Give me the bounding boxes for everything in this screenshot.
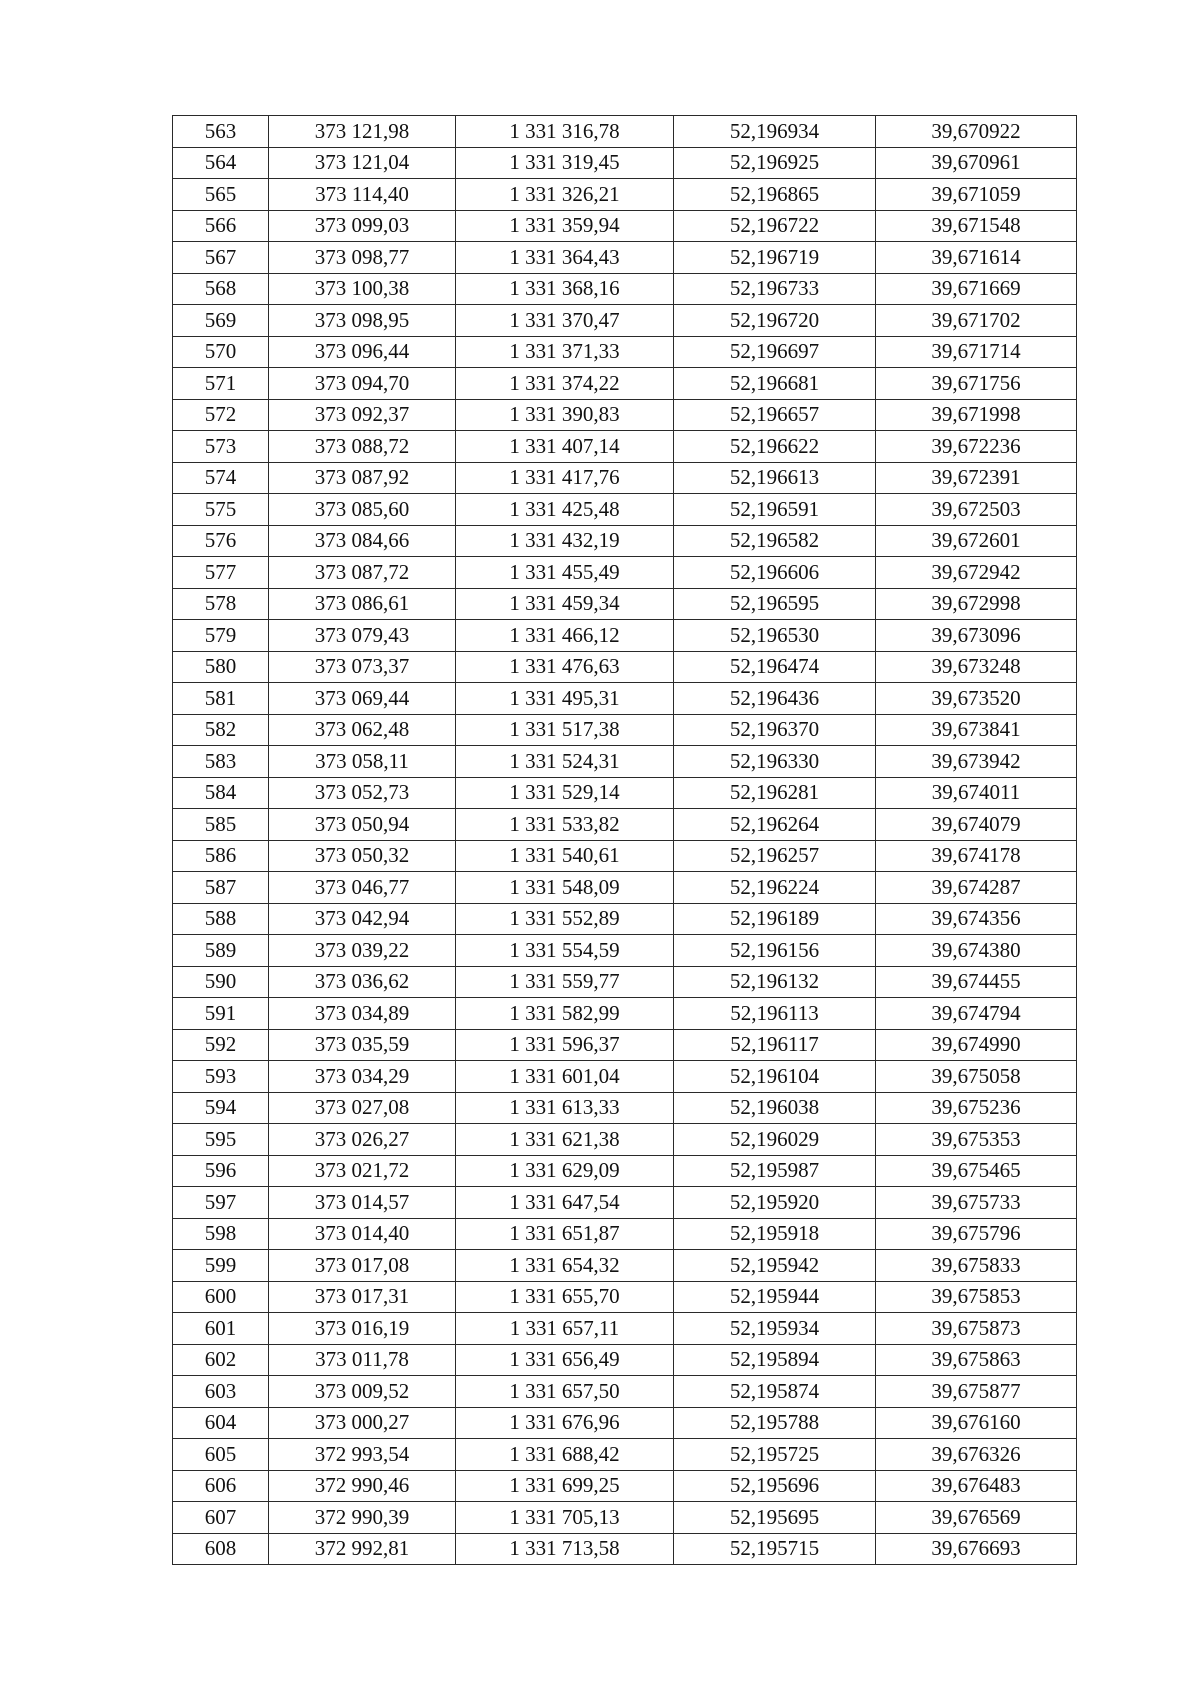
longitude-cell: 39,671998	[876, 399, 1077, 431]
longitude-cell: 39,672391	[876, 462, 1077, 494]
longitude-cell: 39,675873	[876, 1313, 1077, 1345]
y-coordinate-cell: 1 331 651,87	[456, 1218, 674, 1250]
table-row	[173, 1281, 1077, 1313]
latitude-cell: 52,196257	[674, 840, 876, 872]
y-coordinate-cell: 1 331 390,83	[456, 399, 674, 431]
point-number-cell: 604	[173, 1407, 269, 1439]
y-coordinate-cell: 1 331 559,77	[456, 966, 674, 998]
x-coordinate-cell: 373 050,32	[269, 840, 456, 872]
point-number-cell: 586	[173, 840, 269, 872]
x-coordinate-cell: 373 042,94	[269, 903, 456, 935]
y-coordinate-cell: 1 331 459,34	[456, 588, 674, 620]
point-number-cell: 601	[173, 1313, 269, 1345]
y-coordinate-cell: 1 331 533,82	[456, 809, 674, 841]
y-coordinate-cell: 1 331 596,37	[456, 1029, 674, 1061]
point-number-cell: 578	[173, 588, 269, 620]
longitude-cell: 39,672236	[876, 431, 1077, 463]
longitude-cell: 39,675796	[876, 1218, 1077, 1250]
point-number-cell: 585	[173, 809, 269, 841]
point-number-cell: 580	[173, 651, 269, 683]
latitude-cell: 52,196719	[674, 242, 876, 274]
longitude-cell: 39,674794	[876, 998, 1077, 1030]
latitude-cell: 52,196622	[674, 431, 876, 463]
point-number-cell: 592	[173, 1029, 269, 1061]
longitude-cell: 39,676160	[876, 1407, 1077, 1439]
longitude-cell: 39,674178	[876, 840, 1077, 872]
x-coordinate-cell: 373 114,40	[269, 179, 456, 211]
longitude-cell: 39,672942	[876, 557, 1077, 589]
x-coordinate-cell: 372 990,39	[269, 1502, 456, 1534]
longitude-cell: 39,670922	[876, 116, 1077, 148]
y-coordinate-cell: 1 331 656,49	[456, 1344, 674, 1376]
table-row	[173, 1250, 1077, 1282]
table-row	[173, 431, 1077, 463]
latitude-cell: 52,196722	[674, 210, 876, 242]
table-row	[173, 872, 1077, 904]
x-coordinate-cell: 373 087,92	[269, 462, 456, 494]
y-coordinate-cell: 1 331 657,50	[456, 1376, 674, 1408]
coordinates-table	[172, 115, 1077, 1565]
table-row	[173, 242, 1077, 274]
point-number-cell: 579	[173, 620, 269, 652]
table-row	[173, 1061, 1077, 1093]
table-row	[173, 1407, 1077, 1439]
latitude-cell: 52,196436	[674, 683, 876, 715]
y-coordinate-cell: 1 331 529,14	[456, 777, 674, 809]
latitude-cell: 52,196038	[674, 1092, 876, 1124]
y-coordinate-cell: 1 331 517,38	[456, 714, 674, 746]
longitude-cell: 39,671614	[876, 242, 1077, 274]
latitude-cell: 52,196865	[674, 179, 876, 211]
point-number-cell: 595	[173, 1124, 269, 1156]
table-row	[173, 714, 1077, 746]
latitude-cell: 52,195696	[674, 1470, 876, 1502]
point-number-cell: 572	[173, 399, 269, 431]
table-row	[173, 777, 1077, 809]
table-row	[173, 746, 1077, 778]
point-number-cell: 577	[173, 557, 269, 589]
x-coordinate-cell: 373 014,57	[269, 1187, 456, 1219]
y-coordinate-cell: 1 331 370,47	[456, 305, 674, 337]
latitude-cell: 52,196117	[674, 1029, 876, 1061]
point-number-cell: 599	[173, 1250, 269, 1282]
y-coordinate-cell: 1 331 548,09	[456, 872, 674, 904]
x-coordinate-cell: 373 121,04	[269, 147, 456, 179]
longitude-cell: 39,672998	[876, 588, 1077, 620]
table-row	[173, 588, 1077, 620]
latitude-cell: 52,196189	[674, 903, 876, 935]
table-row	[173, 1092, 1077, 1124]
x-coordinate-cell: 373 094,70	[269, 368, 456, 400]
x-coordinate-cell: 373 073,37	[269, 651, 456, 683]
latitude-cell: 52,195942	[674, 1250, 876, 1282]
point-number-cell: 588	[173, 903, 269, 935]
latitude-cell: 52,195920	[674, 1187, 876, 1219]
table-row	[173, 399, 1077, 431]
y-coordinate-cell: 1 331 364,43	[456, 242, 674, 274]
longitude-cell: 39,675353	[876, 1124, 1077, 1156]
x-coordinate-cell: 373 009,52	[269, 1376, 456, 1408]
latitude-cell: 52,195987	[674, 1155, 876, 1187]
point-number-cell: 566	[173, 210, 269, 242]
point-number-cell: 569	[173, 305, 269, 337]
table-row	[173, 809, 1077, 841]
table-row	[173, 210, 1077, 242]
x-coordinate-cell: 373 062,48	[269, 714, 456, 746]
latitude-cell: 52,196264	[674, 809, 876, 841]
table-row	[173, 1313, 1077, 1345]
table-row	[173, 305, 1077, 337]
latitude-cell: 52,195934	[674, 1313, 876, 1345]
x-coordinate-cell: 373 036,62	[269, 966, 456, 998]
y-coordinate-cell: 1 331 601,04	[456, 1061, 674, 1093]
y-coordinate-cell: 1 331 425,48	[456, 494, 674, 526]
y-coordinate-cell: 1 331 407,14	[456, 431, 674, 463]
point-number-cell: 602	[173, 1344, 269, 1376]
x-coordinate-cell: 373 034,89	[269, 998, 456, 1030]
x-coordinate-cell: 373 092,37	[269, 399, 456, 431]
longitude-cell: 39,675833	[876, 1250, 1077, 1282]
latitude-cell: 52,196591	[674, 494, 876, 526]
point-number-cell: 575	[173, 494, 269, 526]
latitude-cell: 52,195874	[674, 1376, 876, 1408]
latitude-cell: 52,196330	[674, 746, 876, 778]
coordinates-table-body	[173, 116, 1077, 1565]
x-coordinate-cell: 373 052,73	[269, 777, 456, 809]
latitude-cell: 52,196156	[674, 935, 876, 967]
table-row	[173, 273, 1077, 305]
table-row	[173, 1187, 1077, 1219]
point-number-cell: 565	[173, 179, 269, 211]
latitude-cell: 52,196029	[674, 1124, 876, 1156]
longitude-cell: 39,675465	[876, 1155, 1077, 1187]
x-coordinate-cell: 373 096,44	[269, 336, 456, 368]
y-coordinate-cell: 1 331 524,31	[456, 746, 674, 778]
y-coordinate-cell: 1 331 319,45	[456, 147, 674, 179]
x-coordinate-cell: 372 992,81	[269, 1533, 456, 1565]
point-number-cell: 597	[173, 1187, 269, 1219]
x-coordinate-cell: 373 017,08	[269, 1250, 456, 1282]
point-number-cell: 568	[173, 273, 269, 305]
y-coordinate-cell: 1 331 655,70	[456, 1281, 674, 1313]
x-coordinate-cell: 373 098,77	[269, 242, 456, 274]
latitude-cell: 52,196104	[674, 1061, 876, 1093]
table-row	[173, 998, 1077, 1030]
x-coordinate-cell: 373 026,27	[269, 1124, 456, 1156]
point-number-cell: 603	[173, 1376, 269, 1408]
longitude-cell: 39,670961	[876, 147, 1077, 179]
x-coordinate-cell: 373 098,95	[269, 305, 456, 337]
longitude-cell: 39,674287	[876, 872, 1077, 904]
table-row	[173, 1470, 1077, 1502]
longitude-cell: 39,673520	[876, 683, 1077, 715]
table-row	[173, 966, 1077, 998]
y-coordinate-cell: 1 331 432,19	[456, 525, 674, 557]
y-coordinate-cell: 1 331 713,58	[456, 1533, 674, 1565]
y-coordinate-cell: 1 331 582,99	[456, 998, 674, 1030]
x-coordinate-cell: 373 017,31	[269, 1281, 456, 1313]
latitude-cell: 52,196281	[674, 777, 876, 809]
point-number-cell: 567	[173, 242, 269, 274]
longitude-cell: 39,676693	[876, 1533, 1077, 1565]
x-coordinate-cell: 373 086,61	[269, 588, 456, 620]
latitude-cell: 52,196657	[674, 399, 876, 431]
x-coordinate-cell: 373 079,43	[269, 620, 456, 652]
point-number-cell: 564	[173, 147, 269, 179]
y-coordinate-cell: 1 331 540,61	[456, 840, 674, 872]
y-coordinate-cell: 1 331 705,13	[456, 1502, 674, 1534]
y-coordinate-cell: 1 331 621,38	[456, 1124, 674, 1156]
point-number-cell: 570	[173, 336, 269, 368]
x-coordinate-cell: 373 000,27	[269, 1407, 456, 1439]
table-row	[173, 1533, 1077, 1565]
x-coordinate-cell: 373 021,72	[269, 1155, 456, 1187]
latitude-cell: 52,196370	[674, 714, 876, 746]
longitude-cell: 39,675863	[876, 1344, 1077, 1376]
x-coordinate-cell: 373 016,19	[269, 1313, 456, 1345]
latitude-cell: 52,195695	[674, 1502, 876, 1534]
x-coordinate-cell: 373 011,78	[269, 1344, 456, 1376]
x-coordinate-cell: 373 100,38	[269, 273, 456, 305]
latitude-cell: 52,196224	[674, 872, 876, 904]
table-row	[173, 840, 1077, 872]
longitude-cell: 39,676569	[876, 1502, 1077, 1534]
latitude-cell: 52,196720	[674, 305, 876, 337]
x-coordinate-cell: 373 058,11	[269, 746, 456, 778]
y-coordinate-cell: 1 331 326,21	[456, 179, 674, 211]
y-coordinate-cell: 1 331 371,33	[456, 336, 674, 368]
point-number-cell: 594	[173, 1092, 269, 1124]
x-coordinate-cell: 373 035,59	[269, 1029, 456, 1061]
latitude-cell: 52,196595	[674, 588, 876, 620]
point-number-cell: 582	[173, 714, 269, 746]
latitude-cell: 52,195944	[674, 1281, 876, 1313]
point-number-cell: 587	[173, 872, 269, 904]
y-coordinate-cell: 1 331 647,54	[456, 1187, 674, 1219]
table-row	[173, 683, 1077, 715]
table-row	[173, 620, 1077, 652]
longitude-cell: 39,672601	[876, 525, 1077, 557]
y-coordinate-cell: 1 331 368,16	[456, 273, 674, 305]
point-number-cell: 605	[173, 1439, 269, 1471]
point-number-cell: 600	[173, 1281, 269, 1313]
point-number-cell: 563	[173, 116, 269, 148]
latitude-cell: 52,196113	[674, 998, 876, 1030]
point-number-cell: 593	[173, 1061, 269, 1093]
latitude-cell: 52,195715	[674, 1533, 876, 1565]
table-row	[173, 1218, 1077, 1250]
table-row	[173, 147, 1077, 179]
x-coordinate-cell: 373 099,03	[269, 210, 456, 242]
table-row	[173, 935, 1077, 967]
x-coordinate-cell: 373 069,44	[269, 683, 456, 715]
y-coordinate-cell: 1 331 699,25	[456, 1470, 674, 1502]
longitude-cell: 39,671059	[876, 179, 1077, 211]
table-row	[173, 557, 1077, 589]
longitude-cell: 39,671669	[876, 273, 1077, 305]
table-row	[173, 1344, 1077, 1376]
latitude-cell: 52,195894	[674, 1344, 876, 1376]
point-number-cell: 581	[173, 683, 269, 715]
x-coordinate-cell: 373 027,08	[269, 1092, 456, 1124]
x-coordinate-cell: 373 088,72	[269, 431, 456, 463]
latitude-cell: 52,196934	[674, 116, 876, 148]
y-coordinate-cell: 1 331 629,09	[456, 1155, 674, 1187]
latitude-cell: 52,196132	[674, 966, 876, 998]
y-coordinate-cell: 1 331 613,33	[456, 1092, 674, 1124]
x-coordinate-cell: 373 121,98	[269, 116, 456, 148]
table-row	[173, 1029, 1077, 1061]
table-row	[173, 1502, 1077, 1534]
point-number-cell: 584	[173, 777, 269, 809]
point-number-cell: 571	[173, 368, 269, 400]
y-coordinate-cell: 1 331 495,31	[456, 683, 674, 715]
longitude-cell: 39,675236	[876, 1092, 1077, 1124]
table-row	[173, 525, 1077, 557]
table-row	[173, 116, 1077, 148]
longitude-cell: 39,674011	[876, 777, 1077, 809]
point-number-cell: 576	[173, 525, 269, 557]
point-number-cell: 573	[173, 431, 269, 463]
x-coordinate-cell: 372 993,54	[269, 1439, 456, 1471]
x-coordinate-cell: 373 046,77	[269, 872, 456, 904]
longitude-cell: 39,674079	[876, 809, 1077, 841]
longitude-cell: 39,673942	[876, 746, 1077, 778]
latitude-cell: 52,196697	[674, 336, 876, 368]
table-row	[173, 368, 1077, 400]
longitude-cell: 39,676326	[876, 1439, 1077, 1471]
x-coordinate-cell: 373 014,40	[269, 1218, 456, 1250]
point-number-cell: 598	[173, 1218, 269, 1250]
longitude-cell: 39,674380	[876, 935, 1077, 967]
point-number-cell: 607	[173, 1502, 269, 1534]
longitude-cell: 39,673248	[876, 651, 1077, 683]
x-coordinate-cell: 373 084,66	[269, 525, 456, 557]
table-row	[173, 1376, 1077, 1408]
longitude-cell: 39,674990	[876, 1029, 1077, 1061]
x-coordinate-cell: 373 034,29	[269, 1061, 456, 1093]
y-coordinate-cell: 1 331 554,59	[456, 935, 674, 967]
y-coordinate-cell: 1 331 316,78	[456, 116, 674, 148]
longitude-cell: 39,671702	[876, 305, 1077, 337]
y-coordinate-cell: 1 331 657,11	[456, 1313, 674, 1345]
point-number-cell: 608	[173, 1533, 269, 1565]
table-row	[173, 903, 1077, 935]
table-row	[173, 179, 1077, 211]
point-number-cell: 596	[173, 1155, 269, 1187]
longitude-cell: 39,673096	[876, 620, 1077, 652]
longitude-cell: 39,674455	[876, 966, 1077, 998]
table-row	[173, 1155, 1077, 1187]
y-coordinate-cell: 1 331 417,76	[456, 462, 674, 494]
y-coordinate-cell: 1 331 688,42	[456, 1439, 674, 1471]
point-number-cell: 606	[173, 1470, 269, 1502]
longitude-cell: 39,672503	[876, 494, 1077, 526]
x-coordinate-cell: 373 050,94	[269, 809, 456, 841]
longitude-cell: 39,671756	[876, 368, 1077, 400]
latitude-cell: 52,196582	[674, 525, 876, 557]
longitude-cell: 39,675877	[876, 1376, 1077, 1408]
table-row	[173, 462, 1077, 494]
table-row	[173, 651, 1077, 683]
longitude-cell: 39,673841	[876, 714, 1077, 746]
y-coordinate-cell: 1 331 552,89	[456, 903, 674, 935]
table-row	[173, 494, 1077, 526]
point-number-cell: 590	[173, 966, 269, 998]
longitude-cell: 39,671548	[876, 210, 1077, 242]
latitude-cell: 52,195725	[674, 1439, 876, 1471]
latitude-cell: 52,196606	[674, 557, 876, 589]
latitude-cell: 52,195918	[674, 1218, 876, 1250]
latitude-cell: 52,196613	[674, 462, 876, 494]
point-number-cell: 591	[173, 998, 269, 1030]
x-coordinate-cell: 373 085,60	[269, 494, 456, 526]
latitude-cell: 52,196474	[674, 651, 876, 683]
latitude-cell: 52,196530	[674, 620, 876, 652]
latitude-cell: 52,196925	[674, 147, 876, 179]
point-number-cell: 574	[173, 462, 269, 494]
longitude-cell: 39,675058	[876, 1061, 1077, 1093]
longitude-cell: 39,674356	[876, 903, 1077, 935]
table-row	[173, 1439, 1077, 1471]
y-coordinate-cell: 1 331 359,94	[456, 210, 674, 242]
longitude-cell: 39,675733	[876, 1187, 1077, 1219]
x-coordinate-cell: 373 087,72	[269, 557, 456, 589]
latitude-cell: 52,196681	[674, 368, 876, 400]
x-coordinate-cell: 372 990,46	[269, 1470, 456, 1502]
y-coordinate-cell: 1 331 466,12	[456, 620, 674, 652]
point-number-cell: 583	[173, 746, 269, 778]
y-coordinate-cell: 1 331 455,49	[456, 557, 674, 589]
longitude-cell: 39,676483	[876, 1470, 1077, 1502]
y-coordinate-cell: 1 331 676,96	[456, 1407, 674, 1439]
table-row	[173, 1124, 1077, 1156]
latitude-cell: 52,195788	[674, 1407, 876, 1439]
longitude-cell: 39,671714	[876, 336, 1077, 368]
table-row	[173, 336, 1077, 368]
point-number-cell: 589	[173, 935, 269, 967]
y-coordinate-cell: 1 331 476,63	[456, 651, 674, 683]
longitude-cell: 39,675853	[876, 1281, 1077, 1313]
y-coordinate-cell: 1 331 374,22	[456, 368, 674, 400]
x-coordinate-cell: 373 039,22	[269, 935, 456, 967]
y-coordinate-cell: 1 331 654,32	[456, 1250, 674, 1282]
latitude-cell: 52,196733	[674, 273, 876, 305]
